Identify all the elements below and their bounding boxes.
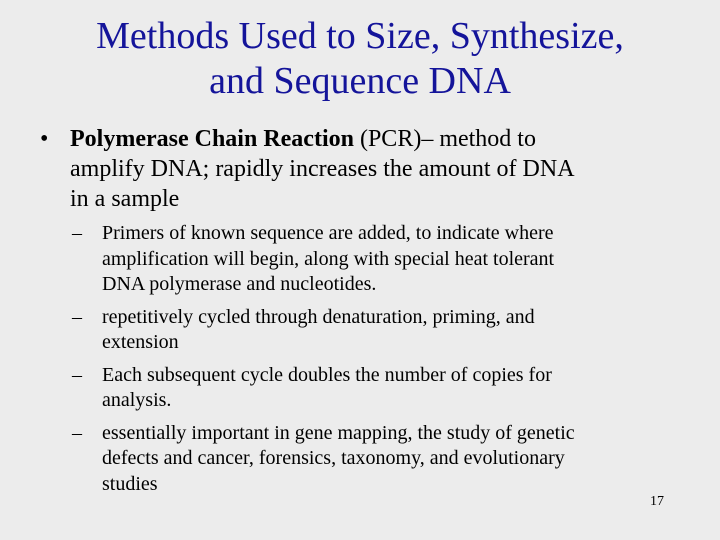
main-bullet-line-1 — [70, 124, 680, 154]
main-bullet-line-3: in a sample — [70, 186, 180, 212]
sub-bullet-line: essentially important in gene mapping, the study of genetic — [102, 421, 575, 444]
main-bullet-text — [70, 124, 680, 214]
main-bullet — [40, 124, 680, 214]
dash-marker: – — [72, 363, 82, 386]
sub-bullet-line: studies — [102, 472, 158, 495]
sub-bullet-applications — [72, 421, 682, 498]
sub-bullet-primers — [72, 221, 682, 298]
sub-bullet-cycling — [72, 305, 682, 356]
sub-bullet-line: Each subsequent cycle doubles the number of copies for — [102, 363, 552, 386]
sub-bullet-line: DNA polymerase and nucleotides. — [102, 273, 377, 295]
sub-bullet-line: defects and cancer, forensics, taxonomy, and evolutionary — [102, 447, 565, 469]
bullet-marker: • — [40, 126, 49, 152]
slide-title — [0, 14, 720, 104]
main-bullet-line-1-rest: (PCR)– method to — [353, 126, 536, 152]
title-line-2: and Sequence DNA — [209, 60, 511, 102]
dash-marker: – — [72, 421, 82, 444]
sub-bullet-line: Primers of known sequence are added, to indicate where — [102, 222, 554, 244]
sub-bullet-list — [72, 221, 682, 504]
main-bullet-line-2: amplify DNA; rapidly increases the amount of DNA — [70, 156, 575, 182]
sub-bullet-line: repetitively cycled through denaturation, priming, and — [102, 305, 535, 328]
pcr-term: Polymerase Chain Reaction — [70, 126, 354, 152]
sub-bullet-line: extension — [102, 331, 179, 353]
dash-marker: – — [72, 222, 82, 244]
sub-bullet-line: analysis. — [102, 389, 172, 411]
sub-bullet-line: amplification will begin, along with special heat tolerant — [102, 247, 555, 270]
sub-bullet-doubling — [72, 363, 682, 414]
page-number: 17 — [650, 494, 664, 509]
title-line-1: Methods Used to Size, Synthesize, — [96, 15, 624, 57]
dash-marker: – — [72, 305, 82, 328]
